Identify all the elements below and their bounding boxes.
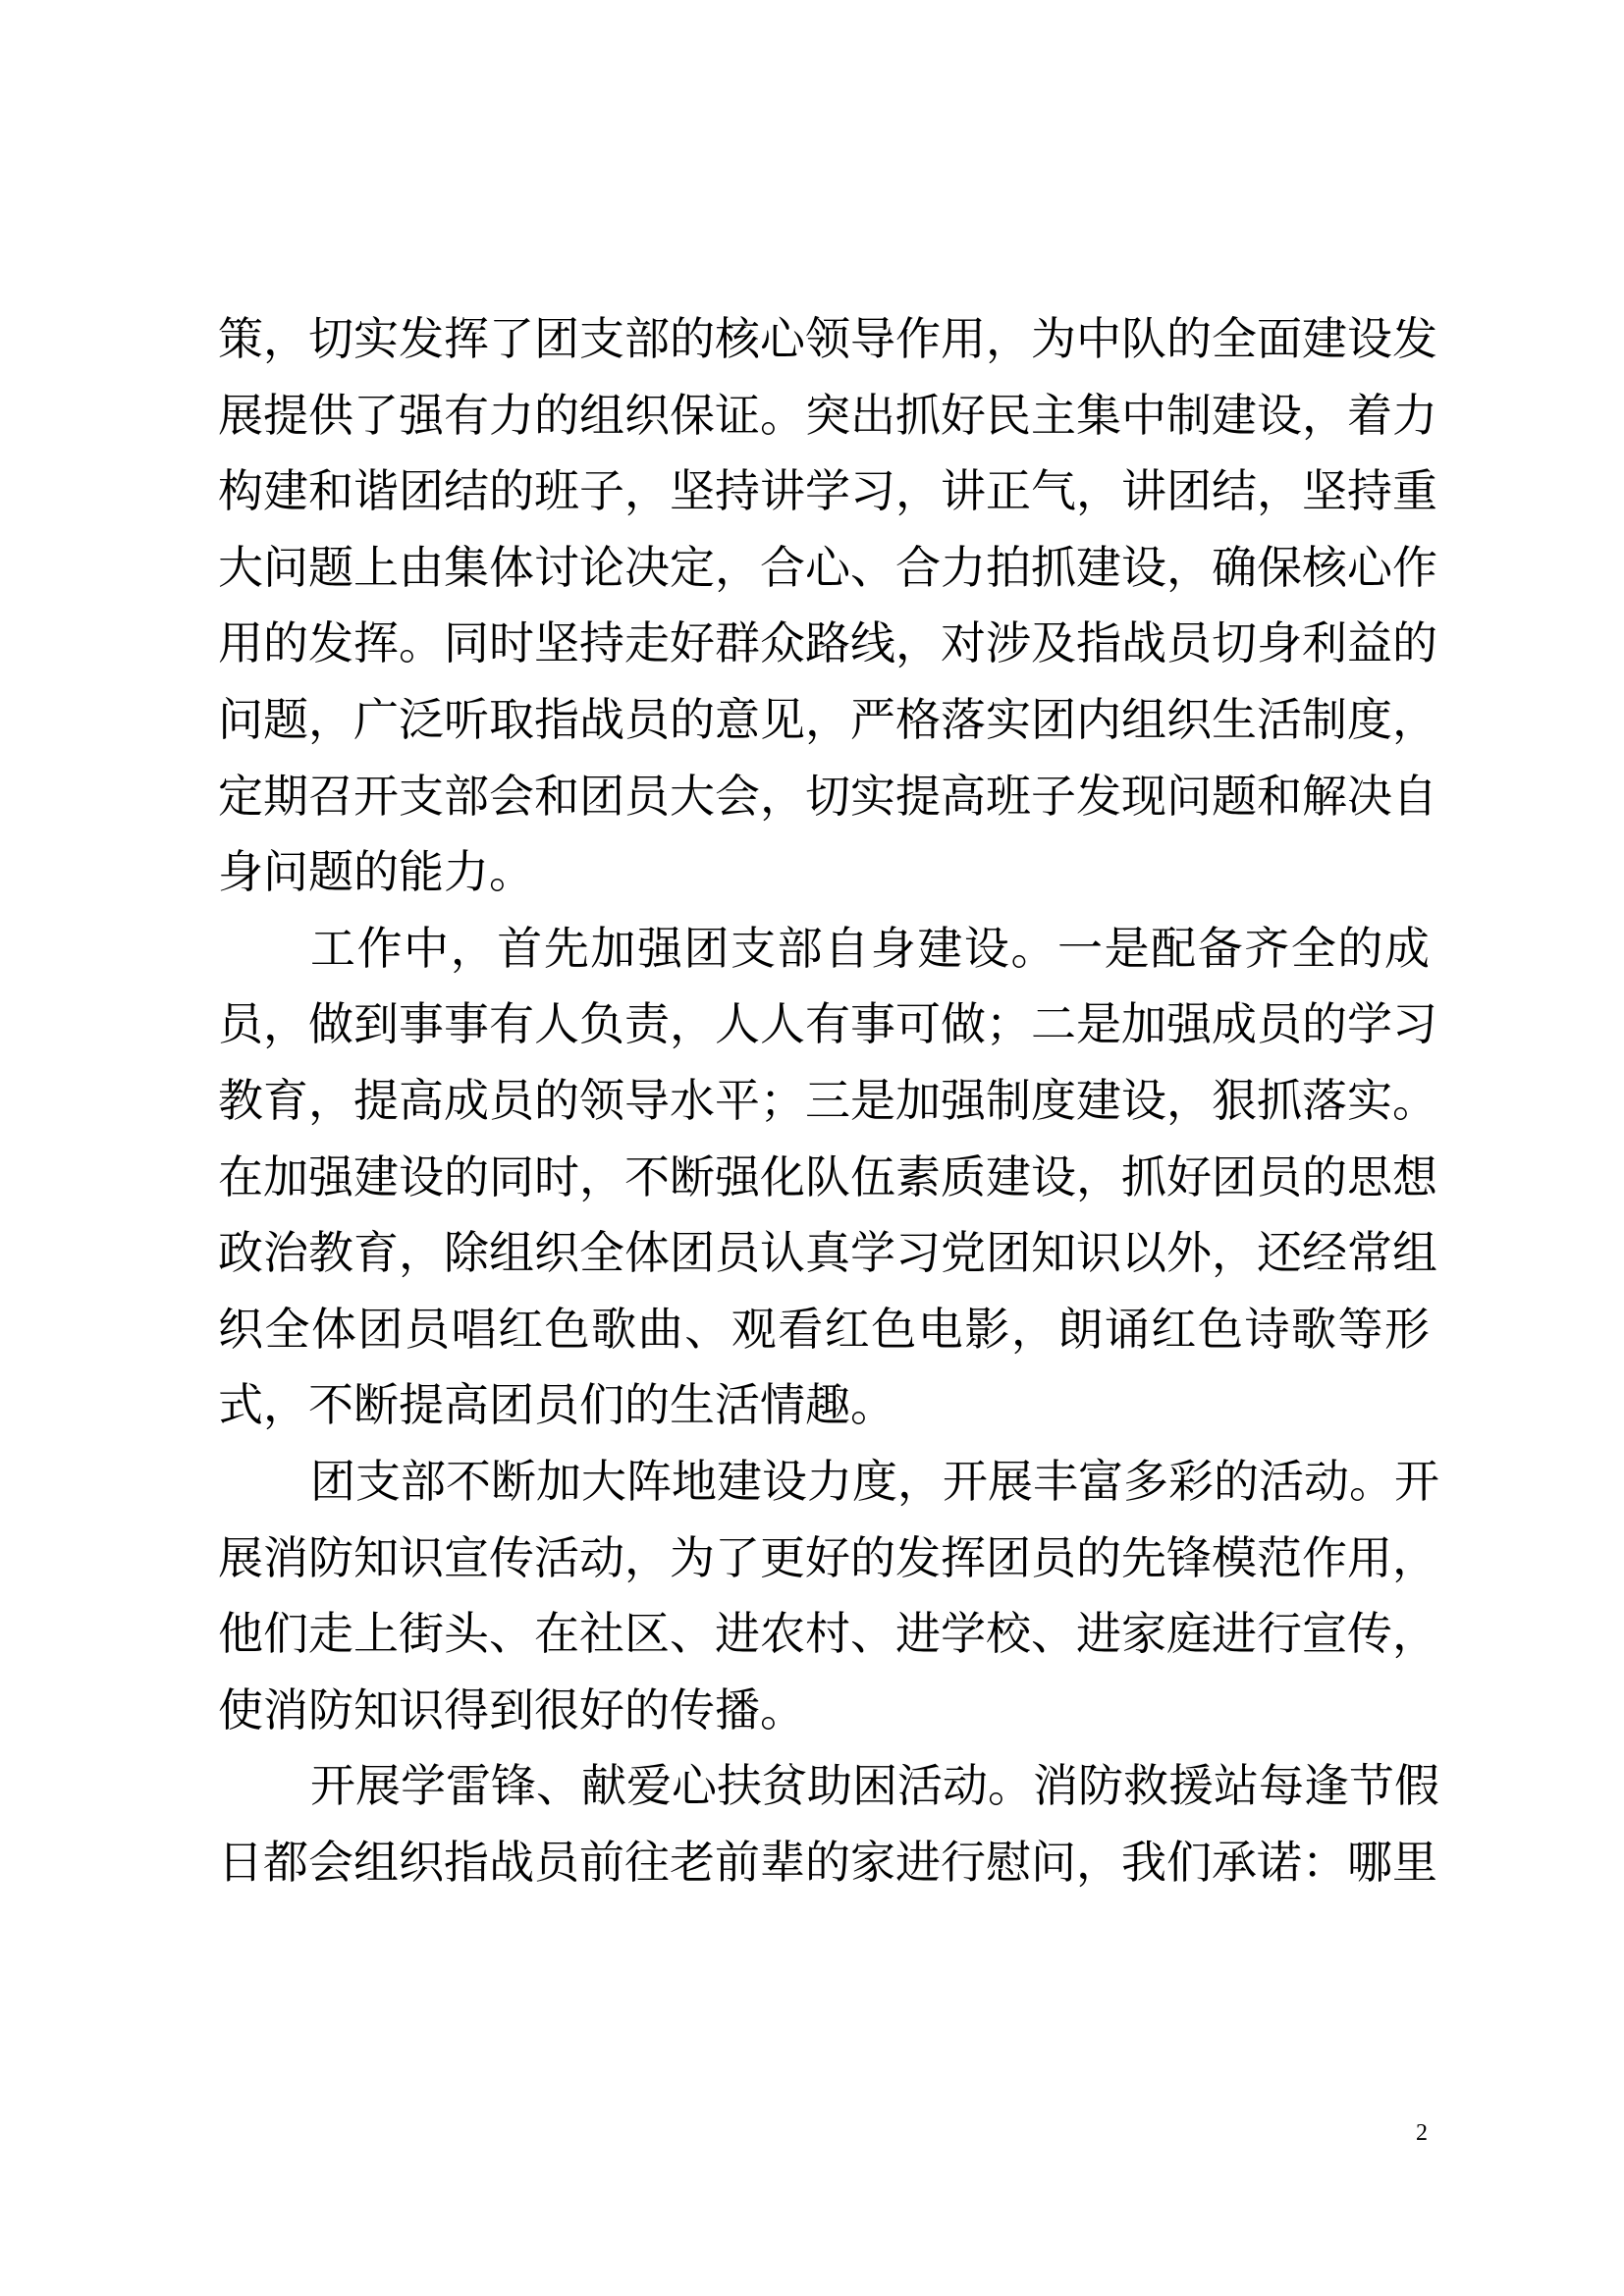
text-line: 大问题上由集体讨论决定，合心、合力拍抓建设，确保核心作 <box>218 540 1437 594</box>
text-line: 使消防知识得到很好的传播。 <box>218 1682 805 1736</box>
text-line: 织全体团员唱红色歌曲、观看红色电影，朗诵红色诗歌等形 <box>218 1302 1430 1356</box>
paragraph <box>218 1748 1439 1900</box>
document-body <box>218 301 1439 1900</box>
text-line: 问题，广泛听取指战员的意见，严格落实团内组织生活制度， <box>218 692 1437 746</box>
text-line: 式，不断提高团员们的生活情趣。 <box>218 1378 895 1432</box>
paragraph <box>218 301 1437 911</box>
text-line: 策，切实发挥了团支部的核心领导作用，为中队的全面建设发 <box>218 312 1437 365</box>
paragraph <box>218 1444 1439 1748</box>
text-line: 他们走上街头、在社区、进农村、进学校、进家庭进行宣传， <box>218 1607 1437 1661</box>
text-line: 员，做到事事有人负责，人人有事可做；二是加强成员的学习 <box>218 997 1437 1051</box>
text-line: 构建和谐团结的班子，坚持讲学习，讲正气，讲团结，坚持重 <box>218 464 1437 518</box>
text-line: 身问题的能力。 <box>218 845 534 899</box>
text-line: 日都会组织指战员前往老前辈的家进行慰问，我们承诺：哪里 <box>218 1835 1437 1889</box>
text-line: 在加强建设的同时，不断强化队伍素质建设，抓好团员的思想 <box>218 1149 1437 1203</box>
text-line: 展提供了强有力的组织保证。突出抓好民主集中制建设，着力 <box>218 388 1437 442</box>
text-line: 工作中，首先加强团支部自身建设。一是配备齐全的成 <box>310 921 1430 975</box>
page-number: 2 <box>1416 2120 1428 2146</box>
text-line: 展消防知识宣传活动，为了更好的发挥团员的先锋模范作用， <box>218 1530 1437 1584</box>
paragraph <box>218 911 1437 1444</box>
text-line: 政治教育，除组织全体团员认真学习党团知识以外，还经常组 <box>218 1226 1437 1280</box>
text-line: 团支部不断加大阵地建设力度，开展丰富多彩的活动。开 <box>310 1454 1439 1508</box>
text-line: 开展学雷锋、献爱心扶贫助困活动。消防救援站每逢节假 <box>310 1759 1439 1813</box>
text-line: 教育，提高成员的领导水平；三是加强制度建设，狠抓落实。 <box>218 1073 1437 1127</box>
text-line: 用的发挥。同时坚持走好群众路线，对涉及指战员切身利益的 <box>218 616 1437 670</box>
text-line: 定期召开支部会和团员大会，切实提高班子发现问题和解决自 <box>218 769 1437 823</box>
